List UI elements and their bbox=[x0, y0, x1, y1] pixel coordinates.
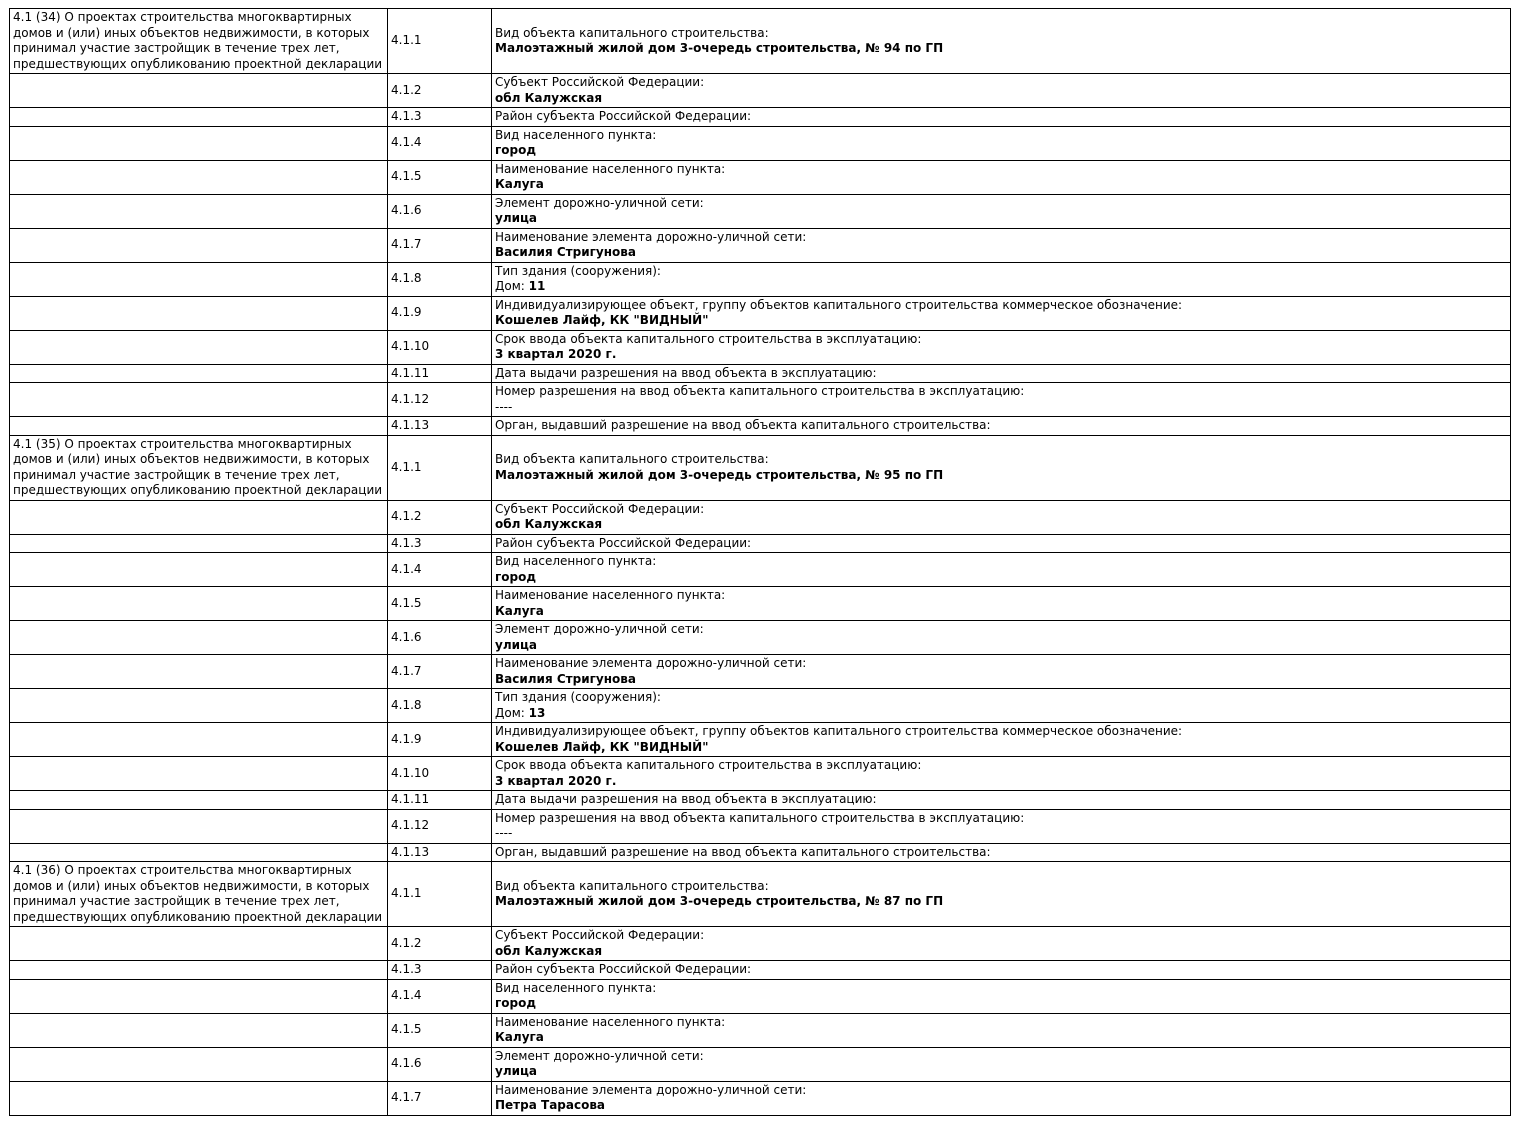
row-content bbox=[492, 108, 1511, 127]
row-code: 4.1.3 bbox=[388, 108, 492, 127]
row-code: 4.1.1 bbox=[388, 9, 492, 74]
field-value-line bbox=[495, 143, 1507, 159]
field-label: Субъект Российской Федерации: bbox=[495, 928, 705, 942]
field-value: 13 bbox=[528, 705, 546, 720]
field-value-prefix: Дом: bbox=[495, 279, 529, 293]
row-code: 4.1.2 bbox=[388, 500, 492, 534]
field-value-line bbox=[495, 177, 1507, 193]
row-code: 4.1.9 bbox=[388, 723, 492, 757]
section-description: 4.1 (34) О проектах строительства многоквартирных домов и (или) иных объектов недвижимости, в которых принимал участие застройщик в течение трех лет, предшествующих опубликованию проектной декларации bbox=[10, 9, 388, 74]
field-value-line bbox=[495, 1064, 1507, 1080]
row-code: 4.1.6 bbox=[388, 1047, 492, 1081]
row-content bbox=[492, 621, 1511, 655]
table-row bbox=[10, 160, 1511, 194]
table-row bbox=[10, 723, 1511, 757]
field-value: город bbox=[495, 996, 537, 1010]
table-row bbox=[10, 194, 1511, 228]
field-label: Орган, выдавший разрешение на ввод объекта капитального строительства: bbox=[495, 844, 991, 859]
section-description-empty bbox=[10, 262, 388, 296]
section-description-empty bbox=[10, 500, 388, 534]
section-description-empty bbox=[10, 809, 388, 843]
row-code: 4.1.3 bbox=[388, 534, 492, 553]
row-content bbox=[492, 1047, 1511, 1081]
field-value: Калуга bbox=[495, 603, 544, 618]
row-content bbox=[492, 553, 1511, 587]
field-value-line bbox=[495, 245, 1507, 261]
row-code: 4.1.13 bbox=[388, 843, 492, 862]
table-row bbox=[10, 435, 1511, 500]
section-description-empty bbox=[10, 757, 388, 791]
field-value-line bbox=[495, 944, 1507, 960]
field-label: Дата выдачи разрешения на ввод объекта в эксплуатацию: bbox=[495, 365, 877, 380]
field-value: Петра Тарасова bbox=[495, 1098, 606, 1112]
row-code: 4.1.6 bbox=[388, 194, 492, 228]
field-value: улица bbox=[495, 1064, 538, 1078]
row-content bbox=[492, 500, 1511, 534]
table-row bbox=[10, 1013, 1511, 1047]
table-row bbox=[10, 979, 1511, 1013]
field-label: Вид объекта капитального строительства: bbox=[495, 452, 769, 466]
section-description-empty bbox=[10, 689, 388, 723]
row-content bbox=[492, 979, 1511, 1013]
field-label: Наименование населенного пункта: bbox=[495, 161, 726, 176]
row-code: 4.1.3 bbox=[388, 961, 492, 980]
field-value-line bbox=[495, 894, 1507, 910]
row-code: 4.1.2 bbox=[388, 74, 492, 108]
row-code: 4.1.5 bbox=[388, 1013, 492, 1047]
table-row bbox=[10, 228, 1511, 262]
field-value-line bbox=[495, 740, 1507, 756]
field-value: город bbox=[495, 143, 537, 157]
row-code: 4.1.2 bbox=[388, 927, 492, 961]
table-row bbox=[10, 843, 1511, 862]
field-label: Номер разрешения на ввод объекта капитального строительства в эксплуатацию: bbox=[495, 384, 1025, 398]
field-value: Калуга bbox=[495, 1030, 544, 1044]
row-content bbox=[492, 9, 1511, 74]
row-content bbox=[492, 383, 1511, 417]
table-row bbox=[10, 587, 1511, 621]
section-description-empty bbox=[10, 927, 388, 961]
section-description-empty bbox=[10, 330, 388, 364]
field-value-prefix: Дом: bbox=[495, 705, 529, 720]
field-value-line bbox=[495, 604, 1507, 620]
table-row bbox=[10, 927, 1511, 961]
section-description: 4.1 (36) О проектах строительства многоквартирных домов и (или) иных объектов недвижимости, в которых принимал участие застройщик в течение трех лет, предшествующих опубликованию проектной декларации bbox=[10, 862, 388, 927]
row-code: 4.1.4 bbox=[388, 979, 492, 1013]
row-content bbox=[492, 862, 1511, 927]
table-row bbox=[10, 553, 1511, 587]
table-row bbox=[10, 500, 1511, 534]
field-label: Тип здания (сооружения): bbox=[495, 690, 661, 704]
field-value: Василия Стригунова bbox=[495, 671, 636, 686]
field-label: Вид населенного пункта: bbox=[495, 127, 657, 142]
field-label: Наименование населенного пункта: bbox=[495, 588, 726, 602]
row-code: 4.1.1 bbox=[388, 862, 492, 927]
row-content bbox=[492, 927, 1511, 961]
field-label: Район субъекта Российской Федерации: bbox=[495, 962, 752, 976]
row-code: 4.1.13 bbox=[388, 417, 492, 436]
field-label: Элемент дорожно-уличной сети: bbox=[495, 1048, 704, 1063]
section-description-empty bbox=[10, 1013, 388, 1047]
row-code: 4.1.5 bbox=[388, 160, 492, 194]
field-value-line bbox=[495, 91, 1507, 107]
field-label: Дата выдачи разрешения на ввод объекта в эксплуатацию: bbox=[495, 792, 877, 806]
field-label: Элемент дорожно-уличной сети: bbox=[495, 622, 704, 636]
field-value-line bbox=[495, 826, 1507, 842]
row-content bbox=[492, 194, 1511, 228]
field-value-line bbox=[495, 1030, 1507, 1046]
section-description-empty bbox=[10, 417, 388, 436]
section-description-empty bbox=[10, 296, 388, 330]
field-value-line bbox=[495, 41, 1507, 57]
row-content bbox=[492, 126, 1511, 160]
field-value-line bbox=[495, 517, 1507, 533]
field-value: обл Калужская bbox=[495, 517, 603, 531]
field-label: Район субъекта Российской Федерации: bbox=[495, 535, 752, 550]
section-description-empty bbox=[10, 979, 388, 1013]
section-description-empty bbox=[10, 843, 388, 862]
table-row bbox=[10, 1047, 1511, 1081]
field-value: 3 квартал 2020 г. bbox=[495, 347, 617, 361]
field-value-line bbox=[495, 211, 1507, 227]
row-content bbox=[492, 262, 1511, 296]
field-value: 3 квартал 2020 г. bbox=[495, 773, 617, 788]
row-code: 4.1.4 bbox=[388, 126, 492, 160]
row-content bbox=[492, 435, 1511, 500]
field-value-line bbox=[495, 570, 1507, 586]
row-code: 4.1.7 bbox=[388, 655, 492, 689]
section-description-empty bbox=[10, 534, 388, 553]
field-value: Василия Стригунова bbox=[495, 245, 636, 259]
field-value-line bbox=[495, 706, 1507, 722]
field-value: Калуга bbox=[495, 177, 544, 191]
row-content bbox=[492, 791, 1511, 810]
field-value: Малоэтажный жилой дом 3-очередь строительства, № 87 по ГП bbox=[495, 894, 944, 908]
field-label: Район субъекта Российской Федерации: bbox=[495, 109, 752, 123]
table-row bbox=[10, 108, 1511, 127]
section-description-empty bbox=[10, 74, 388, 108]
row-content bbox=[492, 296, 1511, 330]
field-label: Индивидуализирующее объект, группу объектов капитального строительства коммерческое обозначение: bbox=[495, 724, 1183, 738]
row-content bbox=[492, 364, 1511, 383]
row-code: 4.1.9 bbox=[388, 296, 492, 330]
section-description-empty bbox=[10, 228, 388, 262]
table-row bbox=[10, 9, 1511, 74]
table-row bbox=[10, 757, 1511, 791]
row-code: 4.1.12 bbox=[388, 809, 492, 843]
row-code: 4.1.6 bbox=[388, 621, 492, 655]
field-label: Элемент дорожно-уличной сети: bbox=[495, 195, 704, 210]
field-value: Малоэтажный жилой дом 3-очередь строительства, № 94 по ГП bbox=[495, 41, 944, 55]
row-code: 4.1.10 bbox=[388, 757, 492, 791]
field-label: Номер разрешения на ввод объекта капитального строительства в эксплуатацию: bbox=[495, 810, 1025, 825]
row-content bbox=[492, 417, 1511, 436]
field-label: Индивидуализирующее объект, группу объектов капитального строительства коммерческое обозначение: bbox=[495, 297, 1183, 312]
field-value: Кошелев Лайф, КК "ВИДНЫЙ" bbox=[495, 313, 709, 327]
section-description-empty bbox=[10, 364, 388, 383]
row-content bbox=[492, 587, 1511, 621]
field-value: улица bbox=[495, 211, 538, 225]
field-value-line bbox=[495, 774, 1507, 790]
row-code: 4.1.7 bbox=[388, 1081, 492, 1115]
table-row bbox=[10, 689, 1511, 723]
field-value: улица bbox=[495, 637, 538, 652]
field-label: Наименование населенного пункта: bbox=[495, 1014, 726, 1029]
field-label: Срок ввода объекта капитального строительства в эксплуатацию: bbox=[495, 331, 922, 346]
section-description-empty bbox=[10, 1081, 388, 1115]
row-code: 4.1.7 bbox=[388, 228, 492, 262]
row-content bbox=[492, 160, 1511, 194]
section-description: 4.1 (35) О проектах строительства многоквартирных домов и (или) иных объектов недвижимости, в которых принимал участие застройщик в течение трех лет, предшествующих опубликованию проектной декларации bbox=[10, 435, 388, 500]
field-value: ---- bbox=[495, 826, 513, 840]
row-content bbox=[492, 961, 1511, 980]
row-content bbox=[492, 534, 1511, 553]
section-description-empty bbox=[10, 553, 388, 587]
row-content bbox=[492, 757, 1511, 791]
field-value-line bbox=[495, 279, 1507, 295]
table-row bbox=[10, 74, 1511, 108]
section-description-empty bbox=[10, 1047, 388, 1081]
field-value: ---- bbox=[495, 399, 513, 414]
field-label: Наименование элемента дорожно-уличной сети: bbox=[495, 1082, 807, 1097]
field-label: Субъект Российской Федерации: bbox=[495, 501, 705, 516]
field-value: город bbox=[495, 569, 537, 584]
declaration-table bbox=[9, 8, 1511, 1116]
field-value: 11 bbox=[528, 279, 546, 293]
section-description-empty bbox=[10, 961, 388, 980]
row-content bbox=[492, 74, 1511, 108]
field-label: Тип здания (сооружения): bbox=[495, 263, 661, 278]
field-label: Субъект Российской Федерации: bbox=[495, 75, 705, 89]
table-row bbox=[10, 296, 1511, 330]
section-description-empty bbox=[10, 723, 388, 757]
row-code: 4.1.10 bbox=[388, 330, 492, 364]
section-description-empty bbox=[10, 655, 388, 689]
field-value-line bbox=[495, 1098, 1507, 1114]
section-description-empty bbox=[10, 383, 388, 417]
row-code: 4.1.4 bbox=[388, 553, 492, 587]
table-row bbox=[10, 417, 1511, 436]
field-value: обл Калужская bbox=[495, 90, 603, 105]
table-row bbox=[10, 262, 1511, 296]
row-content bbox=[492, 228, 1511, 262]
field-value-line bbox=[495, 672, 1507, 688]
section-description-empty bbox=[10, 587, 388, 621]
field-value-line bbox=[495, 347, 1507, 363]
row-code: 4.1.8 bbox=[388, 262, 492, 296]
field-value: обл Калужская bbox=[495, 943, 603, 958]
row-content bbox=[492, 655, 1511, 689]
field-value-line bbox=[495, 468, 1507, 484]
field-label: Вид объекта капитального строительства: bbox=[495, 25, 769, 40]
field-value: Малоэтажный жилой дом 3-очередь строительства, № 95 по ГП bbox=[495, 467, 944, 482]
row-code: 4.1.8 bbox=[388, 689, 492, 723]
section-description-empty bbox=[10, 160, 388, 194]
table-row bbox=[10, 621, 1511, 655]
field-label: Наименование элемента дорожно-уличной сети: bbox=[495, 656, 807, 670]
table-row bbox=[10, 364, 1511, 383]
row-content bbox=[492, 723, 1511, 757]
section-description-empty bbox=[10, 126, 388, 160]
table-row bbox=[10, 1081, 1511, 1115]
table-body bbox=[10, 9, 1511, 1116]
row-content bbox=[492, 689, 1511, 723]
table-row bbox=[10, 534, 1511, 553]
row-code: 4.1.11 bbox=[388, 791, 492, 810]
section-description-empty bbox=[10, 791, 388, 810]
row-content bbox=[492, 809, 1511, 843]
table-row bbox=[10, 383, 1511, 417]
section-description-empty bbox=[10, 108, 388, 127]
field-value-line bbox=[495, 638, 1507, 654]
field-label: Наименование элемента дорожно-уличной сети: bbox=[495, 229, 807, 244]
field-value-line bbox=[495, 400, 1507, 416]
field-value: Кошелев Лайф, КК "ВИДНЫЙ" bbox=[495, 739, 709, 754]
field-label: Вид населенного пункта: bbox=[495, 980, 657, 995]
row-content bbox=[492, 843, 1511, 862]
field-label: Вид объекта капитального строительства: bbox=[495, 878, 769, 893]
table-row bbox=[10, 655, 1511, 689]
row-content bbox=[492, 1013, 1511, 1047]
table-row bbox=[10, 330, 1511, 364]
table-row bbox=[10, 126, 1511, 160]
row-code: 4.1.11 bbox=[388, 364, 492, 383]
row-code: 4.1.12 bbox=[388, 383, 492, 417]
field-label: Вид населенного пункта: bbox=[495, 554, 657, 568]
row-content bbox=[492, 1081, 1511, 1115]
row-code: 4.1.1 bbox=[388, 435, 492, 500]
table-row bbox=[10, 961, 1511, 980]
field-value-line bbox=[495, 996, 1507, 1012]
section-description-empty bbox=[10, 194, 388, 228]
field-label: Орган, выдавший разрешение на ввод объекта капитального строительства: bbox=[495, 418, 991, 432]
row-content bbox=[492, 330, 1511, 364]
table-row bbox=[10, 809, 1511, 843]
table-row bbox=[10, 862, 1511, 927]
field-value-line bbox=[495, 313, 1507, 329]
section-description-empty bbox=[10, 621, 388, 655]
field-label: Срок ввода объекта капитального строительства в эксплуатацию: bbox=[495, 758, 922, 772]
row-code: 4.1.5 bbox=[388, 587, 492, 621]
table-row bbox=[10, 791, 1511, 810]
